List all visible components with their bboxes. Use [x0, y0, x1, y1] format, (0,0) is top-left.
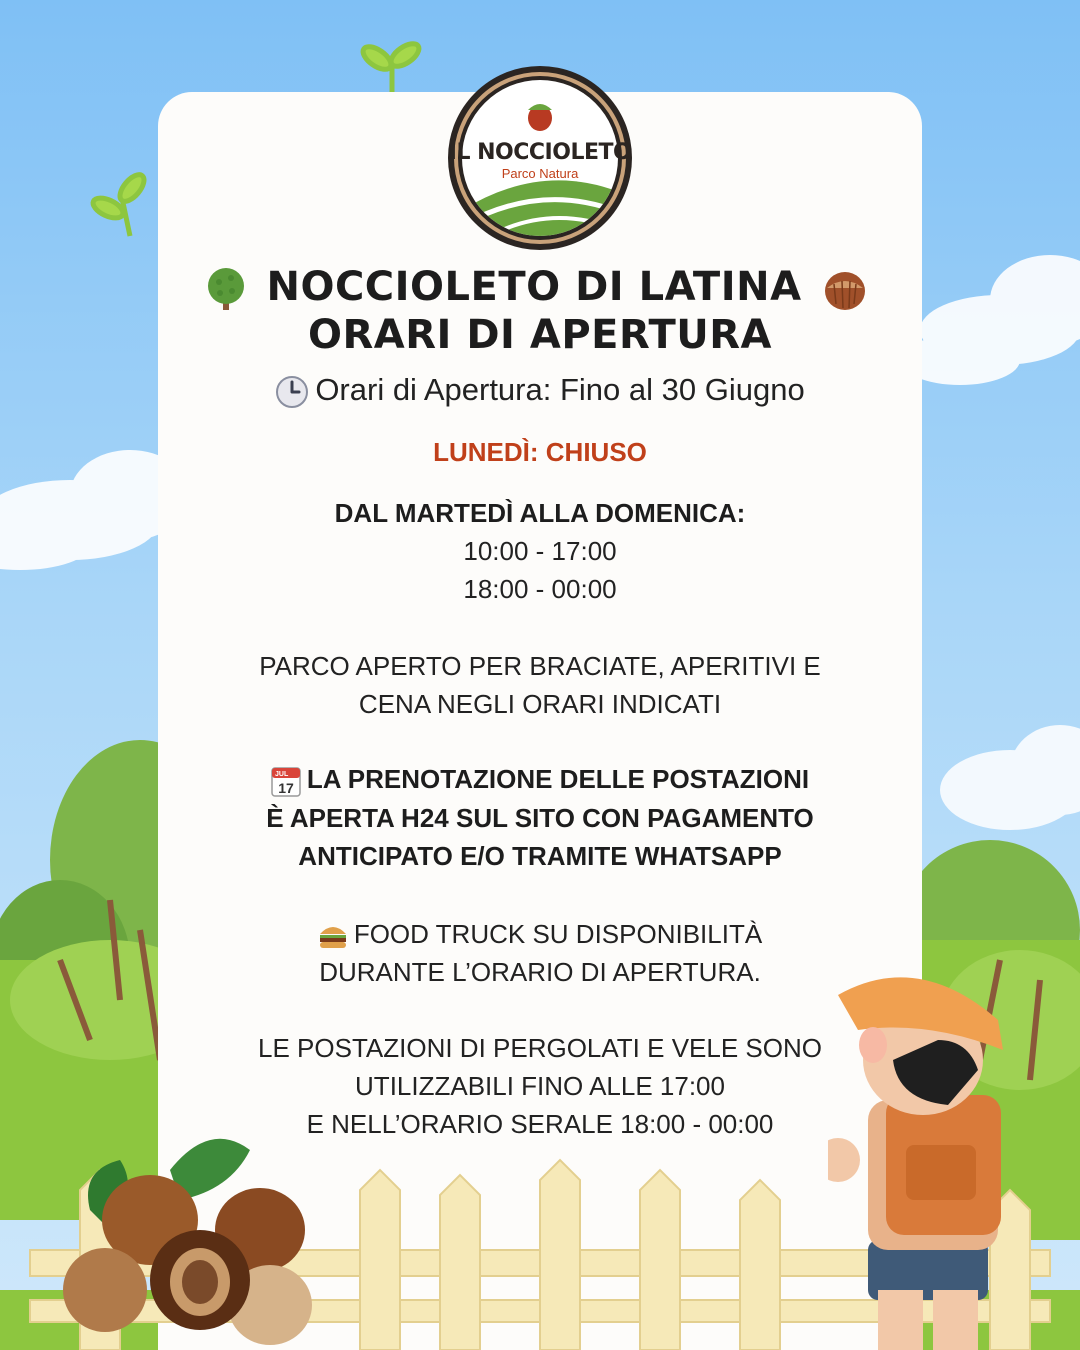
logo-subtitle: Parco Natura	[501, 166, 579, 181]
monday-closed: LUNEDÌ: CHIUSO	[433, 437, 647, 467]
page-title: NOCCIOLETO DI LATINA	[266, 264, 802, 310]
week-heading: DAL MARTEDÌ ALLA DOMENICA:	[334, 498, 746, 528]
child-hiker-illustration	[828, 960, 1048, 1350]
calendar-day: 17	[278, 780, 294, 797]
subtitle: Orari di Apertura: Fino al 30 Giugno	[158, 372, 922, 409]
title-line-1	[158, 264, 922, 312]
park-line-1: PARCO APERTO PER BRACIATE, APERITIVI E	[259, 651, 821, 681]
pergolati-line-3: E NELL’ORARIO SERALE 18:00 - 00:00	[306, 1109, 774, 1139]
calendar-icon	[271, 765, 301, 797]
logo-name: IL NOCCIOLETO	[448, 140, 632, 165]
hazelnut-icon	[822, 266, 868, 312]
park-line-2: CENA NEGLI ORARI INDICATI	[358, 689, 722, 719]
booking-line-1: JUL 17 LA PRENOTAZIONE DELLE POSTAZIONI	[158, 764, 922, 797]
clock-icon	[275, 375, 309, 409]
booking-line-3: ANTICIPATO E/O TRAMITE WHATSAPP	[298, 841, 782, 871]
time-slot-2: 18:00 - 00:00	[463, 574, 617, 604]
pergolati-line-1: LE POSTAZIONI DI PERGOLATI E VELE SONO	[258, 1033, 822, 1063]
time-slot-1: 10:00 - 17:00	[463, 536, 617, 566]
food-line-2: DURANTE L’ORARIO DI APERTURA.	[319, 957, 761, 987]
tree-icon	[206, 266, 246, 312]
hazelnuts-illustration	[60, 1130, 320, 1350]
food-line-1: FOOD TRUCK SU DISPONIBILITÀ	[158, 919, 922, 950]
booking-line-2: È APERTA H24 SUL SITO CON PAGAMENTO	[266, 803, 814, 833]
calendar-month: JUL	[274, 771, 289, 779]
burger-icon	[318, 922, 348, 950]
pergolati-line-2: UTILIZZABILI FINO ALLE 17:00	[355, 1071, 725, 1101]
title-line-2: ORARI DI APERTURA	[307, 312, 772, 358]
